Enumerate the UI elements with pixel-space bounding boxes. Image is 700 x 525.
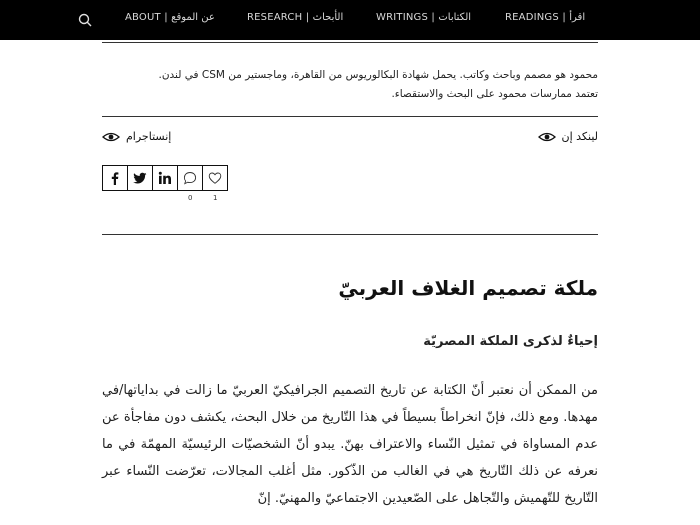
twitter-share-button[interactable] xyxy=(127,165,153,191)
author-bio xyxy=(102,66,598,104)
nav-research[interactable]: RESEARCH | الأبحاث xyxy=(247,12,344,23)
linkedin-label: لينكد إن xyxy=(561,130,598,143)
like-button[interactable] xyxy=(202,165,228,191)
heart-icon xyxy=(208,171,222,185)
nav-about[interactable]: ABOUT | عن الموقع xyxy=(125,12,215,23)
comments-count: 0 xyxy=(188,194,193,202)
nav-writings[interactable]: WRITINGS | الكتابات xyxy=(376,12,472,23)
instagram-label: إنستاجرام xyxy=(126,130,172,143)
twitter-icon xyxy=(133,171,147,185)
instagram-link[interactable] xyxy=(102,130,171,143)
divider xyxy=(102,234,598,235)
comment-icon xyxy=(183,171,197,185)
article-title: ملكة تصميم الغلاف العربيّ xyxy=(338,276,598,300)
likes-count: 1 xyxy=(213,194,218,202)
linkedin-link[interactable] xyxy=(538,130,598,143)
article-subtitle: إحياءٌ لذكرى الملكة المصريّة xyxy=(423,334,598,349)
bio-line: تعتمد ممارسات محمود على البحث والاستقصاء. xyxy=(391,88,598,100)
bio-line: محمود هو مصمم وباحث وكاتب. يحمل شهادة البكالوريوس من القاهرة، وماجستير من CSM في لندن. xyxy=(158,69,598,81)
search-icon[interactable] xyxy=(78,13,92,27)
divider xyxy=(102,116,598,117)
linkedin-share-button[interactable] xyxy=(152,165,178,191)
eye-icon xyxy=(538,132,556,142)
nav-readings[interactable]: READINGS | اقرأ xyxy=(505,12,586,23)
top-nav-bar xyxy=(0,0,700,40)
facebook-share-button[interactable] xyxy=(102,165,128,191)
article-body: من الممكن أن نعتبر أنّ الكتابة عن تاريخ التصميم الجرافيكيّ العربيّ ما زالت في بداياتها/في مهدها. ومع ذلك، فإنّ انخراطاً بسيطاً في هذا التّاريخ من خلال البحث، يكشف دون مفاجأة عن عدم المساواة في تمثيل النّساء والاعتراف بهنّ. يبدو أنّ الشخصيّات الرئيسيّة المهمّة في ما نعرفه عن ذلك التّاريخ هي في الغالب من الذّكور. مثل أغلب المجالات، تعرّضت النّساء عبر التّاريخ للتّهميش والتّجاهل على الصّعيدين الاجتماعيّ والمهنيّ. إنّ xyxy=(102,383,598,506)
comment-button[interactable] xyxy=(177,165,203,191)
facebook-icon xyxy=(108,171,122,185)
divider xyxy=(102,42,598,43)
share-buttons xyxy=(102,165,227,191)
eye-icon xyxy=(102,132,120,142)
linkedin-icon xyxy=(158,171,172,185)
